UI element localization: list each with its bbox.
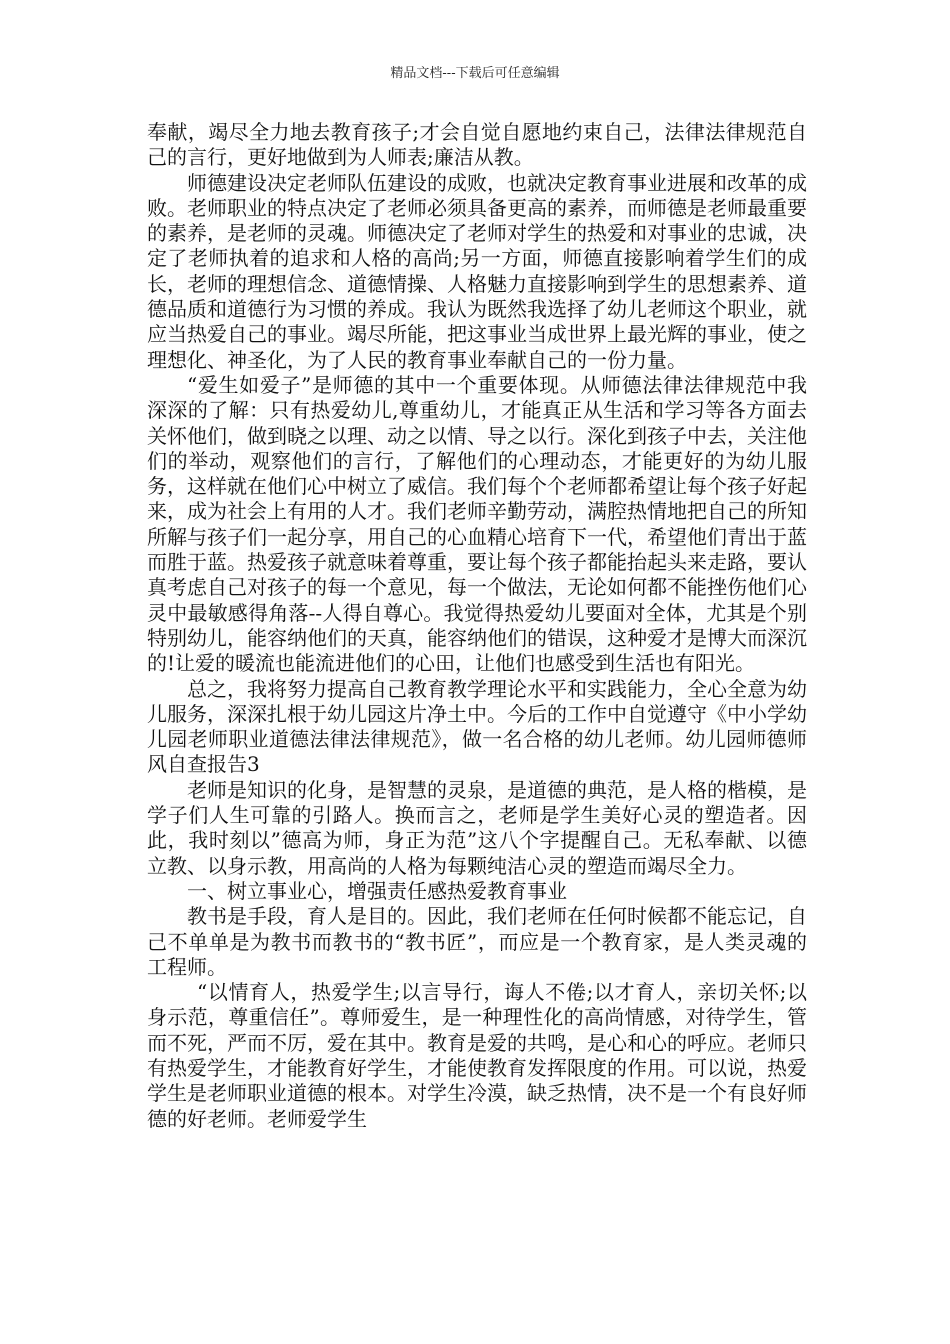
page-header: 精品文档---下载后可任意编辑 bbox=[390, 66, 560, 81]
paragraph-1: 奉献，竭尽全力地去教育孩子;才会自觉自愿地约束自己，法律法律规范自己的言行，更好地做到为人师表;廉洁从教。 bbox=[147, 120, 807, 170]
paragraph-4: 总之，我将努力提高自己教育教学理论水平和实践能力，全心全意为幼儿服务，深深扎根于幼儿园这片净土中。今后的工作中自觉遵守《中小学幼儿园老师职业道德法律法律规范》，做一名合格的幼儿老师。幼儿园师德师风自查报告3 bbox=[147, 676, 807, 777]
paragraph-6: 教书是手段，育人是目的。因此，我们老师在任何时候都不能忘记，自己不单单是为教书而教书的“教书匠”，而应是一个教育家，是人类灵魂的工程师。 bbox=[147, 904, 807, 979]
paragraph-5: 老师是知识的化身，是智慧的灵泉，是道德的典范，是人格的楷模，是学子们人生可靠的引路人。换而言之，老师是学生美好心灵的塑造者。因此，我时刻以”德高为师，身正为范”这八个字提醒自己。无私奉献、以德立教、以身示教，用高尚的人格为每颗纯洁心灵的塑造而竭尽全力。 bbox=[147, 777, 807, 878]
paragraph-7: “以情育人，热爱学生;以言导行，诲人不倦;以才育人，亲切关怀;以身示范，尊重信任”。尊师爱生，是一种理性化的高尚情感，对待学生，管而不死，严而不厉，爱在其中。教育是爱的共鸣，是心和心的呼应。老师只有热爱学生，才能教育好学生，才能使教育发挥限度的作用。可以说，热爱学生是老师职业道德的根本。对学生冷漠，缺乏热情，决不是一个有良好师德的好老师。老师爱学生 bbox=[147, 980, 807, 1131]
section-heading: 一、树立事业心，增强责任感热爱教育事业 bbox=[187, 878, 567, 903]
document-body bbox=[147, 120, 807, 1132]
paragraph-2: 师德建设决定老师队伍建设的成败，也就决定教育事业进展和改革的成败。老师职业的特点决定了老师必须具备更高的素养，而师德是老师最重要的素养，是老师的灵魂。师德决定了老师对学生的热爱和对事业的忠诚，决定了老师执着的追求和人格的高尚;另一方面，师德直接影响着学生们的成长，老师的理想信念、道德情操、人格魅力直接影响到学生的思想素养、道德品质和道德行为习惯的养成。我认为既然我选择了幼儿老师这个职业，就应当热爱自己的事业。竭尽所能，把这事业当成世界上最光辉的事业，使之理想化、神圣化，为了人民的教育事业奉献自己的一份力量。 bbox=[147, 170, 807, 372]
paragraph-3: “爱生如爱子”是师德的其中一个重要体现。从师德法律法律规范中我深深的了解：只有热爱幼儿,尊重幼儿，才能真正从生活和学习等各方面去关怀他们，做到晓之以理、动之以情、导之以行。深化到孩子中去，关注他们的举动，观察他们的言行，了解他们的心理动态，才能更好的为幼儿服务，这样就在他们心中树立了威信。我们每个个老师都希望让每个孩子好起来，成为社会上有用的人才。我们老师辛勤劳动，满腔热情地把自己的所知所解与孩子们一起分享，用自己的心血精心培育下一代，希望他们青出于蓝而胜于蓝。热爱孩子就意味着尊重，要让每个孩子都能抬起头来走路，要认真考虑自己对孩子的每一个意见，每一个做法，无论如何都不能挫伤他们心灵中最敏感得角落--人得自尊心。我觉得热爱幼儿要面对全体，尤其是个别特别幼儿，能容纳他们的天真，能容纳他们的错误，这种爱才是博大而深沉的!让爱的暖流也能流进他们的心田，让他们也感受到生活也有阳光。 bbox=[147, 372, 807, 676]
